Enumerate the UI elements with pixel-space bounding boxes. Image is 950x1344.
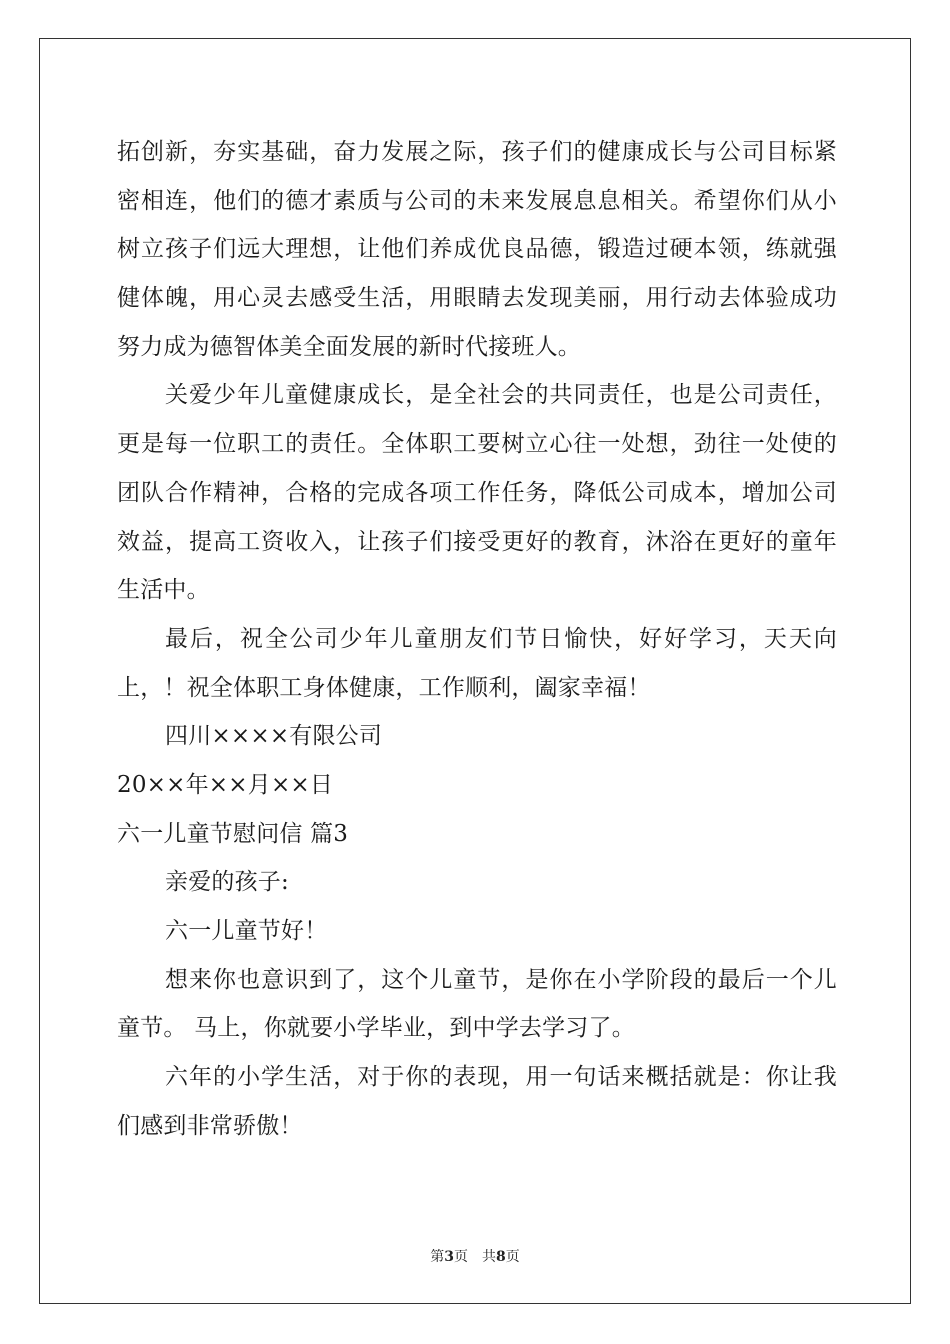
text-line: 拓创新，夯实基础，奋力发展之际，孩子们的健康成长与公司目标紧 <box>117 139 837 165</box>
paragraph-start: 想来你也意识到了，这个儿童节，是你在小学阶段的最后一个儿 <box>165 966 837 993</box>
text-line: 效益，提高工资收入，让孩子们接受更好的教育，沐浴在更好的童年 <box>117 528 837 555</box>
page-footer <box>0 1247 950 1267</box>
text-line: 生活中。 <box>117 577 210 604</box>
salutation: 亲爱的孩子: <box>165 869 289 896</box>
page-suffix: 页 <box>454 1249 468 1265</box>
greeting: 六一儿童节好！ <box>165 918 328 944</box>
paragraph-start: 最后，祝全公司少年儿童朋友们节日愉快，好好学习，天天向 <box>165 625 837 652</box>
section-title: 六一儿童节慰问信 篇3 <box>117 820 349 847</box>
paragraph-start: 六年的小学生活，对于你的表现，用一句话来概括就是：你让我 <box>165 1064 837 1091</box>
total-suffix: 页 <box>505 1249 520 1265</box>
total-page-count: 8 <box>496 1249 506 1265</box>
text-line: 团队合作精神，合格的完成各项工作任务，降低公司成本，增加公司 <box>117 479 837 506</box>
text-line: 健体魄，用心灵去感受生活，用眼睛去发现美丽，用行动去体验成功 <box>117 285 837 312</box>
text-line: 努力成为德智体美全面发展的新时代接班人。 <box>117 333 581 360</box>
paragraph-start: 关爱少年儿童健康成长，是全社会的共同责任，也是公司责任， <box>165 382 837 409</box>
total-prefix: 共 <box>482 1249 496 1265</box>
current-page-number: 3 <box>444 1249 454 1265</box>
text-line: 树立孩子们远大理想，让他们养成优良品德，锻造过硬本领，练就强 <box>117 236 837 263</box>
text-line: 们感到非常骄傲！ <box>117 1112 303 1139</box>
text-line: 上，！祝全体职工身体健康，工作顺利，阖家幸福！ <box>117 674 651 701</box>
page-prefix: 第 <box>430 1249 445 1265</box>
signature-date: 20××年××月××日 <box>117 771 334 798</box>
signature-company: 四川××××有限公司 <box>165 723 383 750</box>
text-line: 更是每一位职工的责任。全体职工要树立心往一处想，劲往一处使的 <box>117 431 837 458</box>
text-line: 密相连，他们的德才素质与公司的未来发展息息相关。希望你们从小 <box>117 187 837 214</box>
document-body <box>117 128 837 1150</box>
text-line: 童节。 马上，你就要小学毕业，到中学去学习了。 <box>117 1015 635 1042</box>
